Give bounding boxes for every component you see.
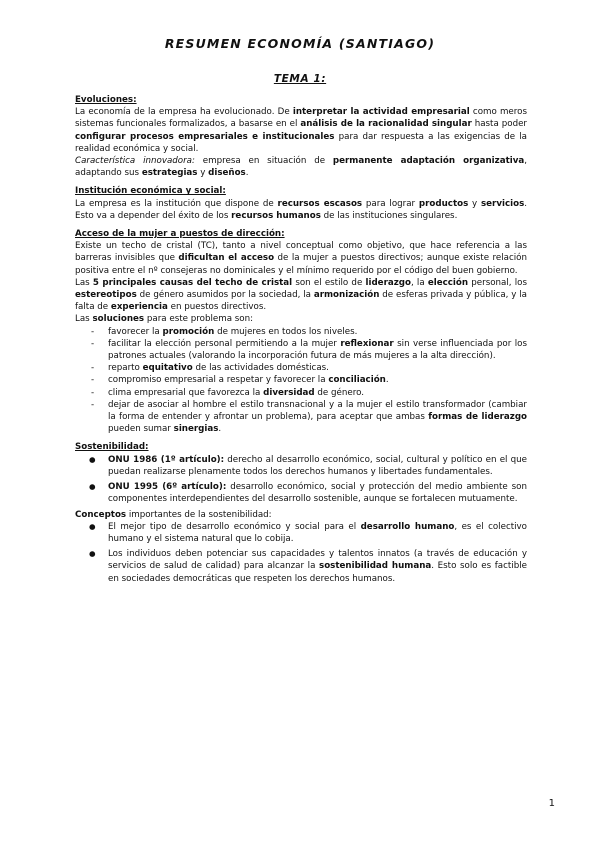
- list-item: - reparto equitativo de las actividades domésticas.: [75, 362, 527, 374]
- paragraph-techo-cristal: Existe un techo de cristal (TC), tanto a nivel conceptual como objetivo, que hace referencia a las barreras invisibles que dificultan el acceso de la mujer a puestos directivos; aunque existe relación positiva entre el nº consejeras no dominicales y el mínimo requerido por el código del buen gobierno.: [75, 241, 527, 276]
- paragraph-soluciones-intro: Las soluciones para este problema son:: [75, 314, 254, 325]
- paragraph-evoluciones-1: La economía de la empresa ha evolucionado. De interpretar la actividad empresarial como meros sistemas funcionales formalizados, a basarse en el análisis de la racionalidad singular hasta poder configurar procesos empresariales e institucionales para dar respuesta a las exigencias de la realidad económica y social.: [75, 107, 527, 154]
- list-item: - facilitar la elección personal permitiendo a la mujer reflexionar sin verse influenciada por los patrones actuales (valorando la incorporación futura de más mujeres a la alta dirección).: [75, 338, 527, 362]
- paragraph-causas: Las 5 principales causas del techo de cristal son el estilo de liderazgo, la elección personal, los estereotipos de género asumidos por la sociedad, la armonización de esferas privada y pública, y la falta de experiencia en puestos directivos.: [75, 277, 528, 313]
- list-item: ● ONU 1995 (6º artículo): desarrollo económico, social y protección del medio ambiente son componentes interdependientes del desarrollo sostenible, aunque se fortalecen mutuamente.: [75, 481, 527, 505]
- list-item: ● El mejor tipo de desarrollo económico y social para el desarrollo humano, es el colectivo humano y el sistema natural que lo cobija.: [75, 521, 527, 545]
- section-tema-heading: TEMA 1:: [273, 73, 327, 85]
- document-body: [75, 94, 527, 588]
- conceptos-list: [75, 521, 527, 585]
- paragraph-evoluciones-2: Característica innovadora: empresa en situación de permanente adaptación organizativa, adaptando sus estrategias y diseños.: [75, 156, 527, 179]
- heading-acceso-mujer: Acceso de la mujer a puestos de dirección:: [75, 229, 285, 240]
- list-item: ● ONU 1986 (1º artículo): derecho al desarrollo económico, social, cultural y político en el que puedan realizarse plenamente todos los derechos humanos y libertades fundamentales.: [75, 454, 527, 478]
- paragraph-institucion: La empresa es la institución que dispone de recursos escasos para lograr productos y servicios. Esto va a depender del éxito de los recursos humanos de las instituciones singulares.: [75, 198, 528, 221]
- heading-sostenibilidad: Sostenibilidad:: [75, 442, 149, 453]
- list-item: ● Los individuos deben potenciar sus capacidades y talentos innatos (a través de educación y servicios de salud de calidad) para alcanzar la sostenibilidad humana. Esto solo es factible en sociedades democráticas que respeten los derechos humanos.: [75, 548, 527, 585]
- list-item: - favorecer la promoción de mujeres en todos los niveles.: [75, 326, 527, 338]
- paragraph-conceptos: Conceptos importantes de la sostenibilidad:: [75, 509, 272, 520]
- onu-list: [75, 454, 527, 506]
- document-title: RESUMEN ECONOMÍA (SANTIAGO): [164, 36, 436, 51]
- heading-institucion: Institución económica y social:: [75, 186, 226, 197]
- page-number: 1: [548, 798, 555, 809]
- list-item: - clima empresarial que favorezca la diversidad de género.: [75, 387, 527, 399]
- list-item: - dejar de asociar al hombre el estilo transnacional y a la mujer el estilo transformador (cambiar la forma de entender y afrontar un problema), para aceptar que ambas formas de liderazgo pueden sumar sinergias.: [75, 399, 527, 436]
- heading-evoluciones: Evoluciones:: [75, 95, 137, 105]
- list-item: - compromiso empresarial a respetar y favorecer la conciliación.: [75, 374, 527, 386]
- solutions-list: [75, 326, 527, 436]
